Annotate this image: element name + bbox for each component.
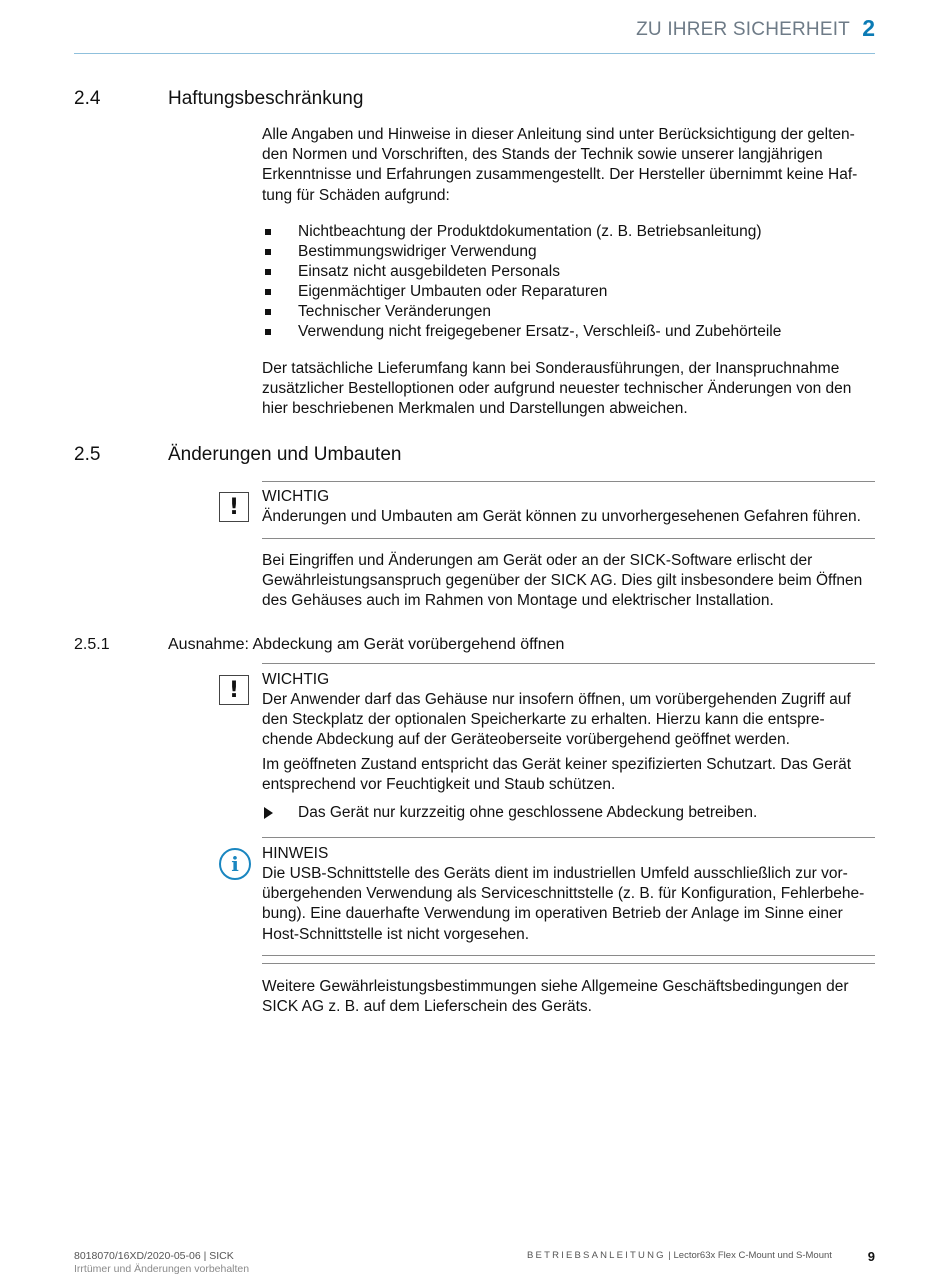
- list-item-text: Technischer Veränderungen: [298, 303, 492, 320]
- section-2-4-intro: [262, 125, 874, 206]
- text-line: Im geöffneten Zustand entspricht das Gerät keiner spezifizierten Schutzart. Das Gerät: [262, 755, 852, 773]
- notice-bottom-rule: [262, 538, 875, 539]
- subsection-title: Ausnahme: Abdeckung am Gerät vorübergehend öffnen: [168, 636, 565, 653]
- notice-label: WICHTIG: [262, 488, 330, 505]
- notice-wichtig: [262, 487, 874, 527]
- action-text: Das Gerät nur kurzzeitig ohne geschlossene Abdeckung betreiben.: [298, 804, 758, 822]
- list-item-text: Bestimmungswidriger Verwendung: [298, 243, 537, 260]
- text-line: Weitere Gewährleistungsbestimmungen siehe Allgemeine Geschäftsbedingungen der: [262, 978, 849, 995]
- section-number: 2.5: [74, 444, 101, 465]
- notice-wichtig: [262, 670, 874, 823]
- hint-top-rule: [262, 837, 875, 838]
- exclamation-box-icon: !: [219, 675, 249, 705]
- text-line: Änderungen und Umbauten am Gerät können zu unvorhergesehenen Gefahren führen.: [262, 508, 861, 525]
- text-line: Bei Eingriffen und Änderungen am Gerät oder an der SICK-Software erlischt der: [262, 552, 813, 569]
- list-item: [262, 302, 874, 322]
- page-number: 9: [867, 1249, 875, 1264]
- footer-doc-type: BETRIEBSANLEITUNG: [527, 1250, 666, 1261]
- text-line: den Normen und Vorschriften, des Stands der Technik sowie unserer langjährigen: [262, 146, 823, 164]
- text-line: Gewährleistungsanspruch gegenüber der SICK AG. Dies gilt insbesondere beim Öffnen: [262, 572, 863, 590]
- footer-doc-info: [74, 1250, 249, 1276]
- text-line: übergehenden Verwendung als Serviceschnittstelle (z. B. für Konfiguration, Fehlerbehe-: [262, 885, 865, 903]
- text-line: Der Anwender darf das Gehäuse nur insofern öffnen, um vorübergehenden Zugriff auf: [262, 691, 851, 708]
- text-line: tung für Schäden aufgrund:: [262, 186, 450, 204]
- list-item-text: Verwendung nicht freigegebener Ersatz-, Verschleiß- und Zubehörteile: [298, 323, 782, 340]
- text-line: hier beschriebenen Merkmalen und Darstellungen abweichen.: [262, 400, 688, 418]
- list-item: [262, 242, 874, 262]
- list-item-text: Eigenmächtiger Umbauten oder Reparaturen: [298, 283, 608, 300]
- list-item-text: Einsatz nicht ausgebildeten Personals: [298, 263, 560, 280]
- square-bullet-icon: [265, 249, 271, 255]
- section-2-4-closing: [262, 359, 874, 420]
- footer-disclaimer: Irrtümer und Änderungen vorbehalten: [74, 1263, 250, 1275]
- hint-bottom-rule: [262, 955, 875, 956]
- list-item-text: Nichtbeachtung der Produktdokumentation (z. B. Betriebsanleitung): [298, 223, 762, 240]
- square-bullet-icon: [265, 329, 271, 335]
- notice-top-rule: [262, 663, 875, 664]
- square-bullet-icon: [265, 289, 271, 295]
- section-2-5-body: [262, 551, 874, 612]
- section-divider: [262, 963, 875, 964]
- notice-hinweis: [262, 844, 874, 945]
- chapter-number: 2: [862, 15, 875, 41]
- text-line: Die USB-Schnittstelle des Geräts dient im industriellen Umfeld ausschließlich zur vor-: [262, 865, 848, 882]
- text-line: Host-Schnittstelle ist nicht vorgesehen.: [262, 925, 530, 943]
- square-bullet-icon: [265, 309, 271, 315]
- text-line: Erkenntnisse und Erfahrungen zusammengestellt. Der Hersteller übernimmt keine Haf-: [262, 166, 858, 184]
- square-bullet-icon: [265, 229, 271, 235]
- footer-doc-id: 8018070/16XD/2020-05-06 | SICK: [74, 1250, 234, 1262]
- header-divider: [74, 53, 875, 54]
- triangle-bullet-icon: [264, 807, 273, 819]
- list-item: [262, 322, 874, 342]
- text-line: Alle Angaben und Hinweise in dieser Anleitung sind unter Berücksichtigung der gelten-: [262, 126, 855, 143]
- exclamation-box-icon: !: [219, 492, 249, 522]
- text-line: des Gehäuses auch im Rahmen von Montage und elektrischer Installation.: [262, 592, 774, 610]
- notice-top-rule: [262, 481, 875, 482]
- section-title: Haftungsbeschränkung: [168, 88, 364, 109]
- list-item: [262, 282, 874, 302]
- text-line: entsprechend vor Feuchtigkeit und Staub schützen.: [262, 775, 616, 793]
- section-2-5-1-closing: [262, 977, 874, 1017]
- text-line: chende Abdeckung auf der Geräteoberseite vorübergehend geöffnet werden.: [262, 731, 790, 749]
- square-bullet-icon: [265, 269, 271, 275]
- notice-label: HINWEIS: [262, 845, 329, 862]
- section-number: 2.4: [74, 88, 101, 109]
- chapter-title: ZU IHRER SICHERHEIT: [636, 19, 850, 40]
- notice-label: WICHTIG: [262, 671, 330, 688]
- action-item: [262, 803, 874, 823]
- footer-document: [527, 1250, 832, 1261]
- text-line: den Steckplatz der optionalen Speicherkarte zu erhalten. Hierzu kann die entspre-: [262, 711, 825, 729]
- list-item: [262, 222, 874, 242]
- text-line: zusätzlicher Bestelloptionen oder aufgrund neuester technischer Änderungen von den: [262, 380, 852, 398]
- section-title: Änderungen und Umbauten: [168, 444, 402, 465]
- footer-product: | Lector63x Flex C-Mount und S-Mount: [668, 1250, 832, 1261]
- list-item: [262, 262, 874, 282]
- text-line: bung). Eine dauerhafte Verwendung im operativen Betrieb der Anlage im Sinne einer: [262, 905, 843, 923]
- liability-bullet-list: [262, 222, 874, 342]
- text-line: Der tatsächliche Lieferumfang kann bei Sonderausführungen, der Inanspruchnahme: [262, 360, 840, 377]
- info-circle-icon: i: [219, 848, 251, 880]
- subsection-number: 2.5.1: [74, 636, 110, 653]
- text-line: SICK AG z. B. auf dem Lieferschein des Geräts.: [262, 998, 592, 1016]
